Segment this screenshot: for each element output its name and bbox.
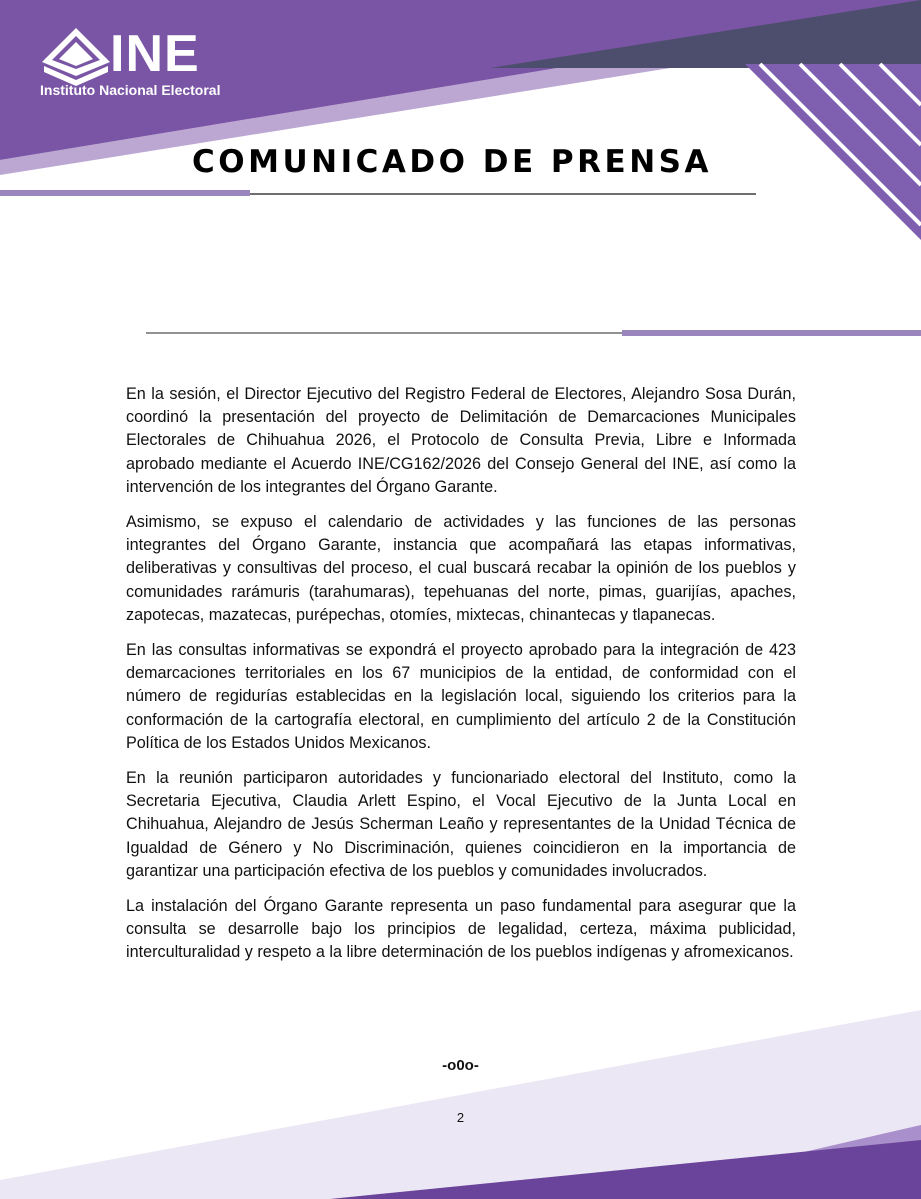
section-rule-accent <box>622 330 921 336</box>
institution-name: Instituto Nacional Electoral <box>40 82 221 98</box>
paragraph: En la reunión participaron autoridades y funcionariado electoral del Instituto, como la Secretaria Ejecutiva, Claudia Arlett Espino, el Vocal Ejecutivo de la Junta Local en Chihuahua, Alejandro de Jesús Scherman Leaño y representantes de la Unidad Técnica de Igualdad de Género y No Discriminación, quienes coincidieron en la importancia de garantizar una participación efectiva de los pueblos y comunidades involucrados. <box>126 769 796 880</box>
paragraph: En las consultas informativas se expondrá el proyecto aprobado para la integración de 423 demarcaciones territoriales en los 67 municipios de la entidad, de conformidad con el número de regidurías establecidas en la legislación local, siguiendo los criterios para la conformación de la cartografía electoral, en cumplimiento del artículo 2 de la Constitución Política de los Estados Unidos Mexicanos. <box>126 641 796 752</box>
header-right-wedge <box>745 64 921 240</box>
press-release-body <box>126 383 796 977</box>
paragraph: En la sesión, el Director Ejecutivo del Registro Federal de Electores, Alejandro Sosa Durán, coordinó la presentación del proyecto de Delimitación de Demarcaciones Municipales Electorales de Chihuahua 2026, el Protocolo de Consulta Previa, Libre e Informada aprobado mediante el Acuerdo INE/CG162/2026 del Consejo General del INE, así como la intervención de los integrantes del Órgano Garante. <box>126 385 796 496</box>
title-underline-accent <box>0 190 250 196</box>
page-number: 2 <box>456 1110 465 1125</box>
logo-wordmark: INE <box>110 25 200 83</box>
paragraph: Asimismo, se expuso el calendario de actividades y las funciones de las personas integrantes del Órgano Garante, instancia que acompañará las etapas informativas, deliberativas y consultivas del proceso, el cual buscará recabar la opinión de los pueblos y comunidades rarámuris (tarahumaras), tepehuanas del norte, pimas, guarijías, apaches, zapotecas, mazatecas, purépechas, otomíes, mixtecas, chinantecas y tlapanecas. <box>126 513 796 624</box>
page-title: COMUNICADO DE PRENSA <box>192 144 712 180</box>
closing-mark: -o0o- <box>442 1057 479 1074</box>
paragraph: La instalación del Órgano Garante representa un paso fundamental para asegurar que la consulta se desarrolle bajo los principios de legalidad, certeza, máxima publicidad, interculturalidad y respeto a la libre determinación de los pueblos indígenas y afromexicanos. <box>126 897 796 962</box>
